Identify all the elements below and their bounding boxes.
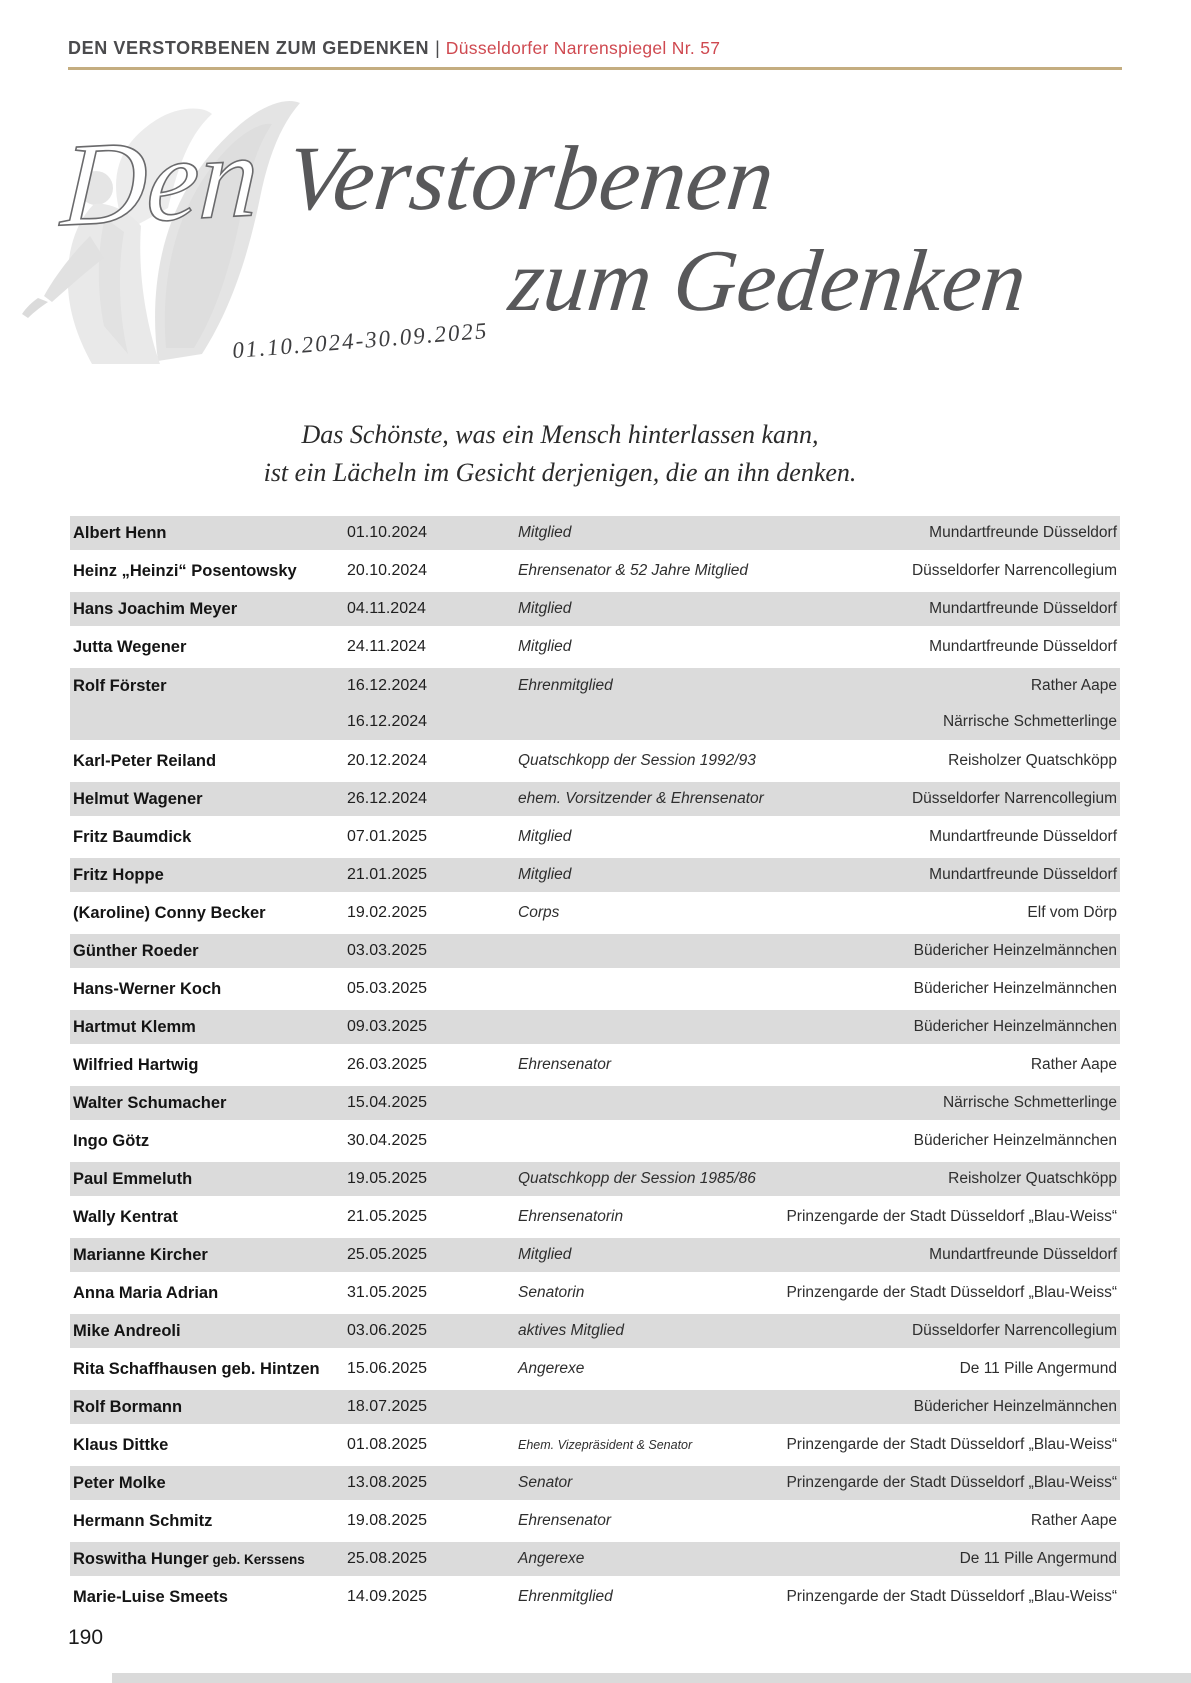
memorial-row: [70, 1466, 1120, 1500]
deceased-name: Helmut Wagener: [73, 790, 203, 808]
organization: Mundartfreunde Düsseldorf: [929, 524, 1117, 541]
death-date: 25.08.2025: [347, 1550, 428, 1567]
quote-line-2: ist ein Lächeln im Gesicht derjenigen, die an ihn denken.: [263, 458, 857, 487]
memorial-row-line: [70, 1010, 1120, 1044]
member-role: Mitglied: [518, 1246, 572, 1263]
organization: Büdericher Heinzelmännchen: [913, 980, 1117, 997]
deceased-name: Hartmut Klemm: [73, 1018, 196, 1036]
memorial-row-line: [70, 1580, 1120, 1614]
title-word-den: Den: [58, 109, 262, 252]
death-date: 01.10.2024: [347, 524, 428, 541]
organization: Prinzengarde der Stadt Düsseldorf „Blau-Weiss“: [786, 1284, 1117, 1301]
memorial-row: [70, 1086, 1120, 1120]
member-role: Angerexe: [518, 1550, 585, 1567]
memorial-row-line: [70, 1276, 1120, 1310]
death-date: 20.12.2024: [347, 752, 428, 769]
memorial-row: [70, 972, 1120, 1006]
organization: Mundartfreunde Düsseldorf: [929, 1246, 1117, 1263]
death-date: 03.06.2025: [347, 1322, 428, 1339]
organization: De 11 Pille Angermund: [959, 1360, 1117, 1377]
organization: Rather Aape: [1030, 1512, 1117, 1529]
member-role: Ehrensenator: [518, 1056, 612, 1073]
death-date: 31.05.2025: [347, 1284, 428, 1301]
organization: Reisholzer Quatschköpp: [948, 1170, 1117, 1187]
memorial-row: [70, 1010, 1120, 1044]
organization: Prinzengarde der Stadt Düsseldorf „Blau-Weiss“: [786, 1588, 1117, 1605]
memorial-row: [70, 782, 1120, 816]
deceased-name: Albert Henn: [73, 524, 167, 542]
deceased-name: Rolf Förster: [73, 677, 167, 695]
organization: Mundartfreunde Düsseldorf: [929, 828, 1117, 845]
deceased-name: Marianne Kircher: [73, 1246, 208, 1264]
deceased-name: Fritz Baumdick: [73, 828, 192, 846]
deceased-name: Jutta Wegener: [73, 638, 187, 656]
memorial-row: [70, 516, 1120, 550]
deceased-name: Günther Roeder: [73, 942, 199, 960]
organization: Düsseldorfer Narrencollegium: [911, 562, 1117, 579]
death-date: 20.10.2024: [347, 562, 428, 579]
death-date: 26.03.2025: [347, 1056, 428, 1073]
deceased-name: Anna Maria Adrian: [73, 1284, 219, 1302]
deceased-name: Roswitha Hunger geb. Kerssens: [73, 1550, 305, 1568]
organization: Mundartfreunde Düsseldorf: [929, 866, 1117, 883]
deceased-name: Mike Andreoli: [73, 1322, 181, 1340]
memorial-row: [70, 744, 1120, 778]
death-date: 19.08.2025: [347, 1512, 428, 1529]
memorial-row: [70, 1580, 1120, 1614]
memorial-row-line: [70, 554, 1120, 588]
next-page-edge: [112, 1673, 1191, 1683]
memorial-row-line: [70, 1238, 1120, 1272]
death-date: 07.01.2025: [347, 828, 428, 845]
member-role: Mitglied: [518, 524, 572, 541]
organization: Büdericher Heinzelmännchen: [913, 1398, 1117, 1415]
memorial-row: [70, 1428, 1120, 1462]
death-date: 26.12.2024: [347, 790, 428, 807]
deceased-name: Fritz Hoppe: [73, 866, 164, 884]
memorial-row: [70, 1238, 1120, 1272]
memorial-row-line: [70, 630, 1120, 664]
death-date: 30.04.2025: [347, 1132, 428, 1149]
memorial-row-line: [70, 516, 1120, 550]
magazine-issue-label: Düsseldorfer Narrenspiegel Nr. 57: [445, 38, 721, 58]
memorial-row: [70, 934, 1120, 968]
organization: Büdericher Heinzelmännchen: [913, 942, 1117, 959]
memorial-row-line: [70, 972, 1120, 1006]
death-date: 14.09.2025: [347, 1588, 428, 1605]
death-date: 01.08.2025: [347, 1436, 428, 1453]
death-date: 05.03.2025: [347, 980, 428, 997]
member-role: Senatorin: [518, 1284, 585, 1301]
death-date: 18.07.2025: [347, 1398, 428, 1415]
memorial-row-line: [70, 1390, 1120, 1424]
running-head-title: DEN VERSTORBENEN ZUM GEDENKEN: [68, 38, 430, 58]
memorial-row-line: [70, 1200, 1120, 1234]
organization: Rather Aape: [1030, 677, 1117, 694]
memorial-row-line: [70, 1314, 1120, 1348]
organization: Rather Aape: [1030, 1056, 1117, 1073]
memorial-row: [70, 1276, 1120, 1310]
memorial-row-line: [70, 592, 1120, 626]
death-date: 21.05.2025: [347, 1208, 428, 1225]
death-date: 24.11.2024: [347, 638, 426, 655]
member-role: Ehrensenator: [518, 1512, 612, 1529]
memorial-row-line: [70, 782, 1120, 816]
organization: Mundartfreunde Düsseldorf: [929, 600, 1117, 617]
organization: Prinzengarde der Stadt Düsseldorf „Blau-Weiss“: [786, 1208, 1117, 1225]
organization: Büdericher Heinzelmännchen: [913, 1018, 1117, 1035]
organization: Närrische Schmetterlinge: [942, 713, 1117, 730]
memorial-row: [70, 820, 1120, 854]
deceased-name: Rita Schaffhausen geb. Hintzen: [73, 1360, 320, 1378]
memorial-row-line: [70, 896, 1120, 930]
member-role: Ehrenmitglied: [518, 677, 613, 694]
organization: Reisholzer Quatschköpp: [948, 752, 1117, 769]
member-role: Mitglied: [518, 600, 572, 617]
deceased-name: Wilfried Hartwig: [73, 1056, 199, 1074]
memorial-row-line: [70, 820, 1120, 854]
memorial-row-line: [70, 744, 1120, 778]
memorial-row-line: [70, 1086, 1120, 1120]
member-role: Ehem. Vizepräsident & Senator: [518, 1438, 693, 1452]
running-head: [68, 38, 1122, 59]
death-date: 03.03.2025: [347, 942, 428, 959]
memorial-row: [70, 630, 1120, 664]
death-date: 09.03.2025: [347, 1018, 428, 1035]
death-date: 16.12.2024: [347, 677, 428, 694]
death-date: 19.05.2025: [347, 1170, 428, 1187]
death-date: 25.05.2025: [347, 1246, 428, 1263]
organization: Prinzengarde der Stadt Düsseldorf „Blau-Weiss“: [786, 1436, 1117, 1453]
memorial-row: [70, 1504, 1120, 1538]
member-role: Ehrensenatorin: [518, 1208, 624, 1225]
organization: Düsseldorfer Narrencollegium: [911, 790, 1117, 807]
memorial-date-range: 01.10.2024-30.09.2025: [231, 317, 490, 364]
deceased-name: Walter Schumacher: [73, 1094, 227, 1112]
memorial-row: [70, 896, 1120, 930]
memorial-row-line: [70, 1352, 1120, 1386]
memorial-row-line: [70, 1504, 1120, 1538]
death-date: 04.11.2024: [347, 600, 426, 617]
organization: Büdericher Heinzelmännchen: [913, 1132, 1117, 1149]
death-date: 19.02.2025: [347, 904, 428, 921]
memorial-row: [70, 1542, 1120, 1576]
deceased-name: Hans Joachim Meyer: [73, 600, 238, 618]
death-date: 15.06.2025: [347, 1360, 428, 1377]
memorial-row-line: [70, 1124, 1120, 1158]
memorial-row: [70, 858, 1120, 892]
deceased-name: Ingo Götz: [73, 1132, 150, 1150]
memorial-row: [70, 592, 1120, 626]
member-role: Corps: [518, 904, 560, 921]
member-role: ehem. Vorsitzender & Ehrensenator: [518, 790, 764, 807]
memorial-row-line: [70, 1542, 1120, 1576]
memorial-list: [70, 516, 1120, 1618]
memorial-row-line: [70, 858, 1120, 892]
member-role: Mitglied: [518, 638, 572, 655]
member-role: Ehrenmitglied: [518, 1588, 613, 1605]
member-role: Mitglied: [518, 866, 572, 883]
organization: Mundartfreunde Düsseldorf: [929, 638, 1117, 655]
deceased-name: Karl-Peter Reiland: [73, 752, 217, 770]
member-role: Quatschkopp der Session 1985/86: [518, 1170, 756, 1187]
member-role: aktives Mitglied: [518, 1322, 624, 1339]
memorial-row: [70, 1390, 1120, 1424]
death-date: 21.01.2025: [347, 866, 428, 883]
organization: Närrische Schmetterlinge: [942, 1094, 1117, 1111]
deceased-name: Wally Kentrat: [73, 1208, 178, 1226]
deceased-name: Peter Molke: [73, 1474, 166, 1492]
member-role: Senator: [518, 1474, 573, 1491]
member-role: Quatschkopp der Session 1992/93: [518, 752, 756, 769]
deceased-name: Marie-Luise Smeets: [73, 1588, 228, 1606]
memorial-quote: [70, 416, 1050, 492]
death-date: 13.08.2025: [347, 1474, 428, 1491]
organization: Prinzengarde der Stadt Düsseldorf „Blau-Weiss“: [786, 1474, 1117, 1491]
member-role: Angerexe: [518, 1360, 585, 1377]
organization: De 11 Pille Angermund: [959, 1550, 1117, 1567]
deceased-name: Hermann Schmitz: [73, 1512, 213, 1530]
memorial-row: [70, 668, 1120, 740]
organization: Elf vom Dörp: [1027, 904, 1117, 921]
deceased-name: (Karoline) Conny Becker: [73, 904, 266, 922]
memorial-row: [70, 1352, 1120, 1386]
memorial-row-line: [70, 1048, 1120, 1082]
organization: Düsseldorfer Narrencollegium: [911, 1322, 1117, 1339]
title-artwork: [0, 80, 1191, 380]
memorial-row-line: [70, 1428, 1120, 1462]
memorial-row: [70, 1162, 1120, 1196]
deceased-name: Hans-Werner Koch: [73, 980, 222, 998]
title-line-zum-gedenken: zum Gedenken: [504, 233, 1031, 330]
memorial-row-line: [70, 1466, 1120, 1500]
memorial-row: [70, 1200, 1120, 1234]
memorial-row: [70, 1048, 1120, 1082]
memorial-row-line: [70, 1162, 1120, 1196]
memorial-row-line: [70, 668, 1120, 704]
running-head-divider: |: [435, 38, 440, 58]
deceased-name: Paul Emmeluth: [73, 1170, 193, 1188]
memorial-row: [70, 1314, 1120, 1348]
deceased-name: Rolf Bormann: [73, 1398, 183, 1416]
title-word-verstorbenen: Verstorbenen: [282, 127, 779, 229]
member-role: Mitglied: [518, 828, 572, 845]
memorial-row: [70, 1124, 1120, 1158]
death-date: 15.04.2025: [347, 1094, 428, 1111]
page-number: 190: [68, 1626, 104, 1649]
deceased-name: Heinz „Heinzi“ Posentowsky: [73, 562, 297, 580]
memorial-row-line: [70, 934, 1120, 968]
memorial-row-extra-line: [70, 704, 1120, 740]
memorial-row: [70, 554, 1120, 588]
deceased-name: Klaus Dittke: [73, 1436, 169, 1454]
quote-line-1: Das Schönste, was ein Mensch hinterlassen kann,: [301, 420, 819, 449]
member-role: Ehrensenator & 52 Jahre Mitglied: [518, 562, 749, 579]
header-rule: [68, 67, 1122, 70]
death-date: 16.12.2024: [347, 713, 428, 730]
